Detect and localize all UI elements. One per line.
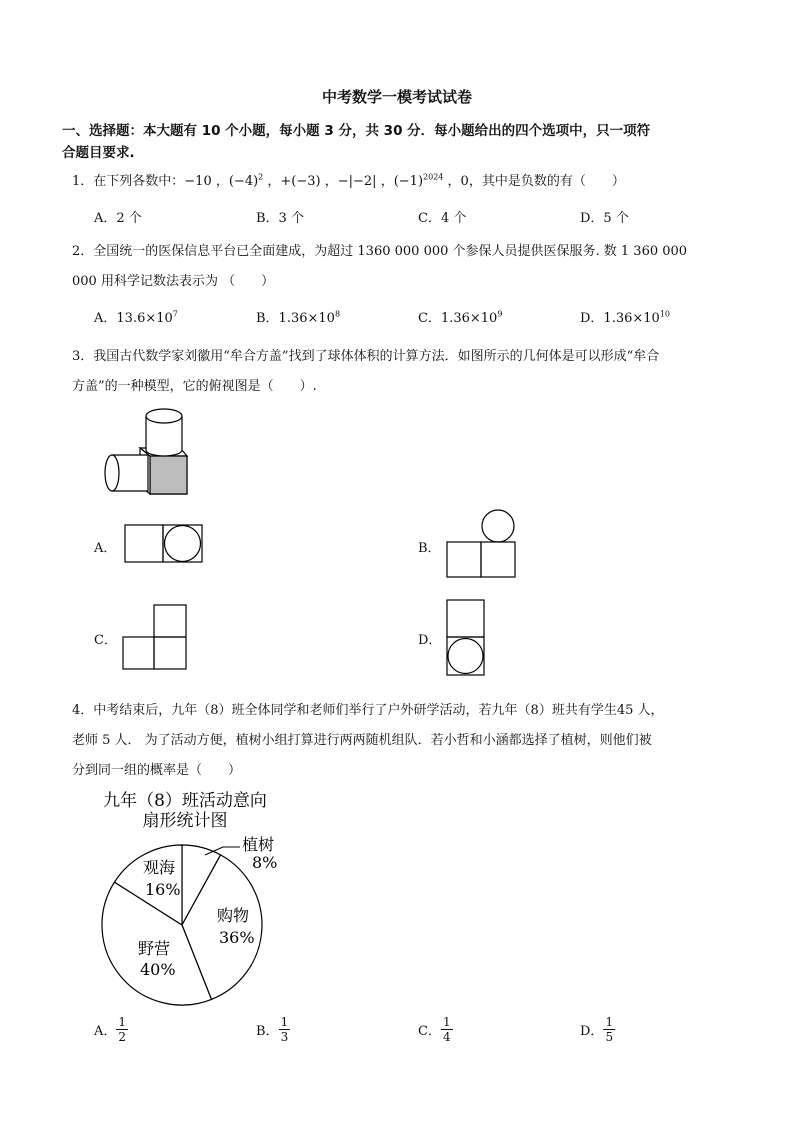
q3-option-a-label[interactable]: A． [94,541,117,556]
q1-option-a[interactable]: A．2 个 [94,211,142,226]
side-cylinder-cap [105,455,119,491]
q4-option-d[interactable]: D． $\frac{1}{5}$ [580,1015,614,1044]
question-4-line1: 4．中考结束后，九年（8）班全体同学和老师们举行了户外研学活动，若九年（8）班共有学生45 人， [72,703,664,718]
q3-option-b-label[interactable]: B． [418,541,441,556]
page-title: 中考数学一模考试试卷 [321,88,472,106]
q1-num-6: 0 [460,174,469,189]
q4-option-a[interactable]: A． $\frac{1}{2}$ [94,1015,127,1044]
question-2-line2: 000 用科学记数法表示为 （ ） [72,274,275,289]
q2-option-d[interactable]: D．$1.36\times 10^{10}$ [580,309,670,326]
q4-option-b[interactable]: B． $\frac{1}{3}$ [256,1015,289,1044]
pie-label-category-2: 野营 [138,939,171,958]
pie-label-category-0: 植树 [242,835,275,854]
question-1-stem: 1．在下列各数中：−10 ，$(-4)^2$ ，+(−3) ，−|−2| ，$(-1)^{2024}$ ，0，其中是负数的有（ ） [72,172,625,189]
q3-option-d-label[interactable]: D． [418,633,442,648]
q2-option-a[interactable]: A．$13.6\times 10^7$ [94,309,178,326]
pie-label-category-3: 观海 [143,858,176,877]
q3-option-c-figure[interactable] [122,604,188,670]
q1-num-3: +(−3) [280,174,321,189]
q2-option-b[interactable]: B．$1.36\times 10^8$ [256,309,341,326]
top-cylinder-cap [146,409,182,423]
pie-label-value-2: 40% [140,960,176,979]
pie-slices [102,845,262,1005]
q1-prefix: 1．在下列各数中： [72,174,185,189]
question-4-line3: 分到同一组的概率是（ ） [72,763,242,778]
section-header-line1: 一、选择题：本大题有 10 个小题，每小题 3 分，共 30 分．每小题给出的四个选项中，只一项符 [62,123,651,139]
q3-option-a-figure[interactable] [124,524,204,564]
question-3-line2: 方盖”的一种模型，它的俯视图是（ ）. [72,379,317,394]
q1-num-1: −10 [184,174,212,189]
q3-option-d-figure[interactable] [446,599,486,677]
q3-option-c-label[interactable]: C． [94,633,117,648]
pie-label-category-1: 购物 [217,906,250,925]
q1-option-b[interactable]: B．3 个 [256,211,304,226]
q2-option-c[interactable]: C．$1.36\times 10^9$ [418,309,503,326]
chart-title: 九年（8）班活动意向 [103,791,267,811]
q4-option-c[interactable]: C． $\frac{1}{4}$ [418,1015,451,1044]
cube-shaded-face [150,456,187,494]
pie-label-value-1: 36% [219,928,255,947]
q1-num-5: $(-1)^{2024}$ [393,172,444,189]
pie-label-value-0: 8% [252,853,278,872]
pie-chart [80,784,320,1010]
pie-label-value-3: 16% [145,880,181,899]
q3-option-b-figure[interactable] [446,509,518,579]
section-header-line2: 合题目要求. [62,145,135,161]
q1-num-4: −|−2| [337,174,377,189]
q1-suffix: ，其中是负数的有（ ） [468,174,625,189]
question-3-line1: 3．我国古代数学家刘徽用“牟合方盖”找到了球体体积的计算方法．如图所示的几何体是可以形成“牟合 [72,349,660,364]
chart-subtitle: 扇形统计图 [142,811,228,831]
q3-solid-figure [100,404,195,496]
q1-option-d[interactable]: D．5 个 [580,211,629,226]
question-2-line1: 2．全国统一的医保信息平台已全面建成，为超过 1360 000 000 个参保人员提供医保服务. 数 1 360 000 [72,244,688,259]
q1-option-c[interactable]: C．4 个 [418,211,467,226]
q1-num-2: $(-4)^2$ [228,172,264,189]
question-4-line2: 老师 5 人． 为了活动方便，植树小组打算进行两两随机组队．若小哲和小涵都选择了植树，则他们被 [72,733,652,748]
